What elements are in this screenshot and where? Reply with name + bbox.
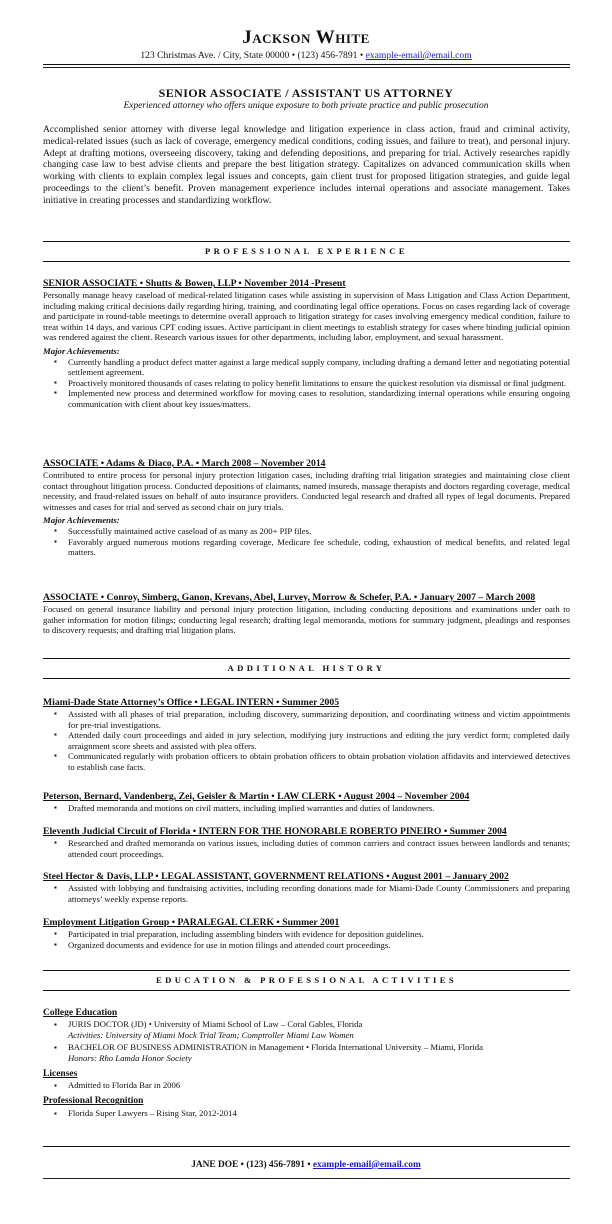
list-item: ▪ BACHELOR OF BUSINESS ADMINISTRATION in Management • Florida International University – Miami, Florida [68, 1042, 570, 1053]
job-entry [43, 591, 570, 636]
job-title: ASSOCIATE • Adams & Diaco, P.A. • March 2008 – November 2014 [43, 458, 326, 469]
history-list [43, 709, 570, 773]
section-rule [43, 678, 570, 679]
degree-list [43, 1019, 570, 1030]
list-item: ▪ Attended daily court proceedings and aided in jury selection, modifying jury instructions and editing the jury verdict form; completed daily arraignment score sheets and assisted with plea offers. [68, 730, 570, 751]
list-item: ▪ Currently handling a product defect matter against a large medical supply company, including drafting a demand letter and negotiating potential settlement agreement. [68, 357, 570, 378]
list-item: ▪ Drafted memoranda and motions on civil matters, including implied warranties and duties of landowners. [68, 803, 570, 814]
list-item: ▪ Participated in trial preparation, including assembling binders with evidence for deposition guidelines. [68, 929, 570, 940]
recognition-list [43, 1108, 570, 1119]
list-item: ▪ Assisted with all phases of trial preparation, including discovery, summarizing deposition, and coordinating witness and victim appointments for pre-trial investigations. [68, 709, 570, 730]
achievements-label: Major Achievements: [43, 345, 120, 356]
history-entry [43, 870, 570, 904]
job-title: ASSOCIATE • Conroy, Simberg, Ganon, Krevans, Abel, Lurvey, Morrow & Schefer, P.A. • January 2007 – March 2008 [43, 592, 536, 603]
candidate-name: Jackson White [242, 27, 370, 48]
header-rule-thin [43, 67, 570, 68]
list-item: ▪ JURIS DOCTOR (JD) • University of Miami School of Law – Coral Gables, Florida [68, 1019, 570, 1030]
list-item: ▪ Favorably argued numerous motions regarding coverage, Medicare fee schedule, coding, exhaustion of medical benefits, and related legal matters. [68, 537, 570, 558]
list-item: ▪ Assisted with lobbying and fundraising activities, including recording donations made for Miami-Dade County Commissioners and preparing attorneys’ weekly expense reports. [68, 883, 570, 904]
history-entry [43, 916, 570, 950]
history-list [43, 883, 570, 904]
section-rule [43, 261, 570, 262]
job-description: Contributed to entire process for personal injury protection litigation cases, including drafting trial litigation strategies and maintaining close client contact throughout litigation process. Conducted depositions of claimants, named insureds, massage therapists and doctors regarding coverage, medical necessity, and fraud-related issues on behalf of auto insurance providers. Conducted legal research and drafted all types of legal documents. Prepared witnesses and cases for trial and served as second chair on jury trials. [43, 470, 570, 512]
degree-note: Activities: University of Miami Mock Trial Team; Comptroller Miami Law Women [68, 1030, 354, 1041]
section-rule [43, 990, 570, 991]
degree-note: Honors: Rho Lamda Honor Society [68, 1052, 192, 1063]
summary-paragraph: Accomplished senior attorney with diverse legal knowledge and litigation experience in class action, fraud and criminal activity, medical-related issues (such as lack of coverage, emergency medical conditions, coding issues, and failure to treat), and personal injury. Adept at drafting motions, overseeing discovery, taking and defending depositions, and preparing for trial. Actively researches rapidly changing case law to best advise clients and prepare the best litigation strategy. Capitalizes on advanced communication skills when working with clients to explain complex legal issues and concepts, gain client trust for proposed litigation strategies, and guide legal proceedings to the client’s benefit. Proven management experience includes internal operations and associate management. Takes initiative in creating processes and standardizing workflow. [43, 124, 570, 206]
list-item: ▪ Communicated regularly with probation officers to obtain probation officers to obtain probation violation affidavits and interviewed detectives to establish case facts. [68, 751, 570, 772]
college-heading: College Education [43, 1008, 118, 1018]
history-entry [43, 825, 570, 859]
job-entry [43, 277, 570, 410]
achievement-list [43, 526, 570, 558]
list-item: ▪ Organized documents and evidence for use in motion filings and attended court proceedings. [68, 940, 570, 951]
history-entry [43, 790, 570, 814]
achievement-list [43, 357, 570, 410]
section-heading-additional: ADDITIONAL HISTORY [227, 663, 386, 673]
licenses-heading: Licenses [43, 1069, 78, 1080]
footer-email-link[interactable]: example-email@email.com [312, 1160, 421, 1170]
list-item: ▪ Implemented new process and determined workflow for moving cases to resolution, standardizing internal operations while ensuring ongoing communication with client about key issues/matters. [68, 388, 570, 409]
history-entry [43, 696, 570, 773]
job-entry [43, 457, 570, 558]
contact-address: 123 Christmas Ave. / City, State 00000 • (123) 456-7891 • [140, 50, 364, 61]
job-description: Focused on general insurance liability and personal injury protection litigation, including conducting depositions and examinations under oath to gather information for motion filings; conducting legal research; drafting legal memoranda, motions for summary judgment, pleadings and responses to discovery requests; and drafting trial litigation plans. [43, 604, 570, 636]
history-title: Miami-Dade State Attorney’s Office • LEGAL INTERN • Summer 2005 [43, 697, 340, 708]
license-list [43, 1080, 570, 1091]
history-list [43, 803, 570, 814]
job-title: SENIOR ASSOCIATE • Shutts & Bowen, LLP • November 2014 -Present [43, 278, 346, 289]
history-list [43, 838, 570, 859]
footer-contact [0, 1160, 612, 1170]
history-list [43, 929, 570, 950]
list-item: ▪ Researched and drafted memoranda on various issues, including duties of common carriers and contract issues between landlords and tenants; attended court proceedings. [68, 838, 570, 859]
list-item: ▪ Florida Super Lawyers – Rising Star, 2012-2014 [68, 1108, 570, 1119]
history-title: Steel Hector & Davis, LLP • LEGAL ASSISTANT, GOVERNMENT RELATIONS • August 2001 – January 2002 [43, 871, 509, 882]
section-rule [43, 970, 570, 971]
footer-rule [43, 1146, 570, 1147]
contact-email-link[interactable]: example-email@email.com [365, 50, 472, 61]
recognition-heading: Professional Recognition [43, 1096, 144, 1107]
degree-list [43, 1042, 570, 1053]
list-item: ▪ Admitted to Florida Bar in 2006 [68, 1080, 570, 1091]
contact-line [0, 50, 612, 61]
footer-rule-bottom [43, 1178, 570, 1179]
achievements-label: Major Achievements: [43, 515, 120, 526]
headline: SENIOR ASSOCIATE / ASSISTANT US ATTORNEY [158, 86, 454, 100]
header-rule [43, 64, 570, 65]
section-heading-experience: PROFESSIONAL EXPERIENCE [204, 246, 409, 256]
section-rule [43, 241, 570, 242]
tagline: Experienced attorney who offers unique exposure to both private practice and public prosecution [123, 101, 489, 111]
section-heading-education: EDUCATION & PROFESSIONAL ACTIVITIES [155, 975, 458, 985]
history-title: Employment Litigation Group • PARALEGAL CLERK • Summer 2001 [43, 917, 340, 928]
history-title: Eleventh Judicial Circuit of Florida • INTERN FOR THE HONORABLE ROBERTO PINEIRO • Summer 2004 [43, 826, 507, 837]
list-item: ▪ Proactively monitored thousands of cases relating to policy benefit limitations to ensure the quickest resolution via dismissal or final judgment. [68, 378, 570, 389]
education-block [43, 1008, 570, 1119]
job-description: Personally manage heavy caseload of medical-related litigation cases while assisting in supervision of Mass Litigation and Class Action Department, including making critical decisions daily regarding hiring, training, and coordinating legal office operations. Focus on cases regarding lack of coverage and participate in round-table meetings to determine overall approach to litigation strategy for cases involving emergency medical condition, failure to treat within 14 days, and various CPT coding issues. Active participant in client meetings to establish strategy for cases where binding judicial opinion was rendered against the client. Research various issues for other departments, including labor, employment, and sexual harassment. [43, 290, 570, 343]
footer-text: JANE DOE • (123) 456-7891 • [191, 1160, 311, 1170]
section-rule [43, 658, 570, 659]
list-item: ▪ Successfully maintained active caseload of as many as 200+ PIP files. [68, 526, 570, 537]
history-title: Peterson, Bernard, Vandenberg, Zei, Geisler & Martin • LAW CLERK • August 2004 – November 2004 [43, 791, 470, 802]
